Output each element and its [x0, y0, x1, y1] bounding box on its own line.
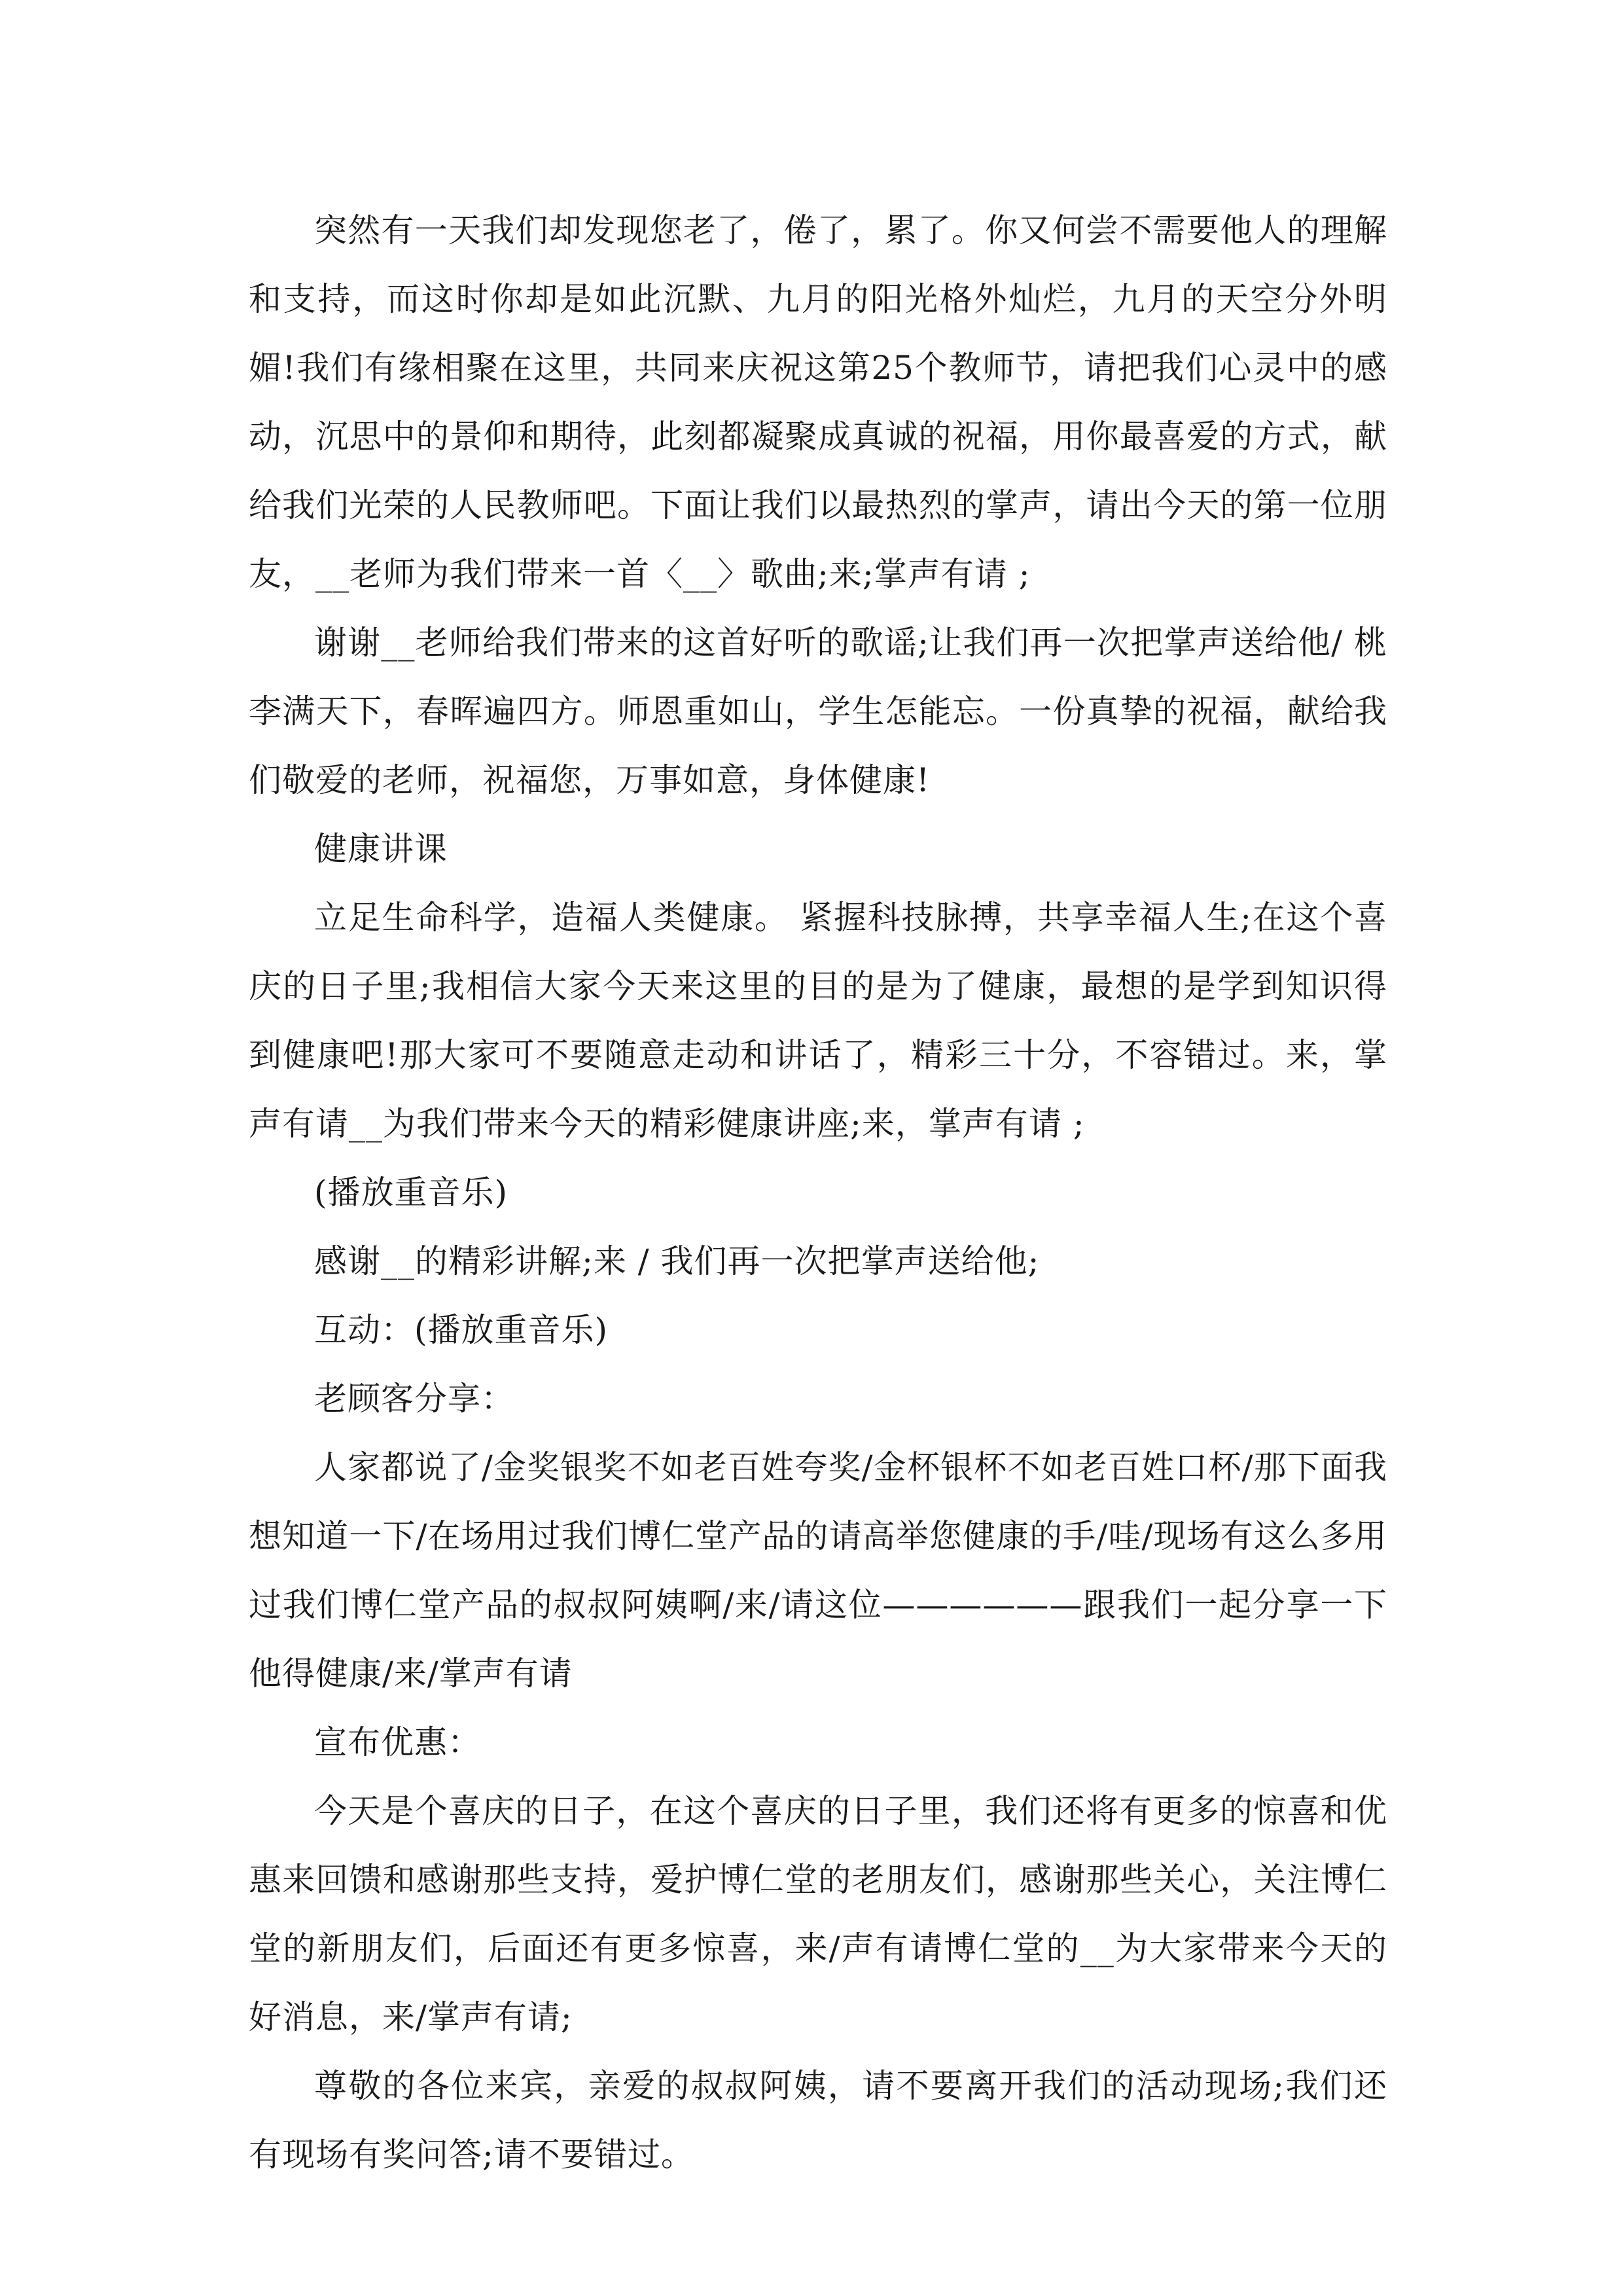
document-body	[249, 196, 1387, 2189]
paragraph-thanks-lecture: 感谢__的精彩讲解;来 / 我们再一次把掌声送给他;	[314, 1242, 1040, 1280]
paragraph-health-lecture-intro: 立足生命科学，造福人类健康。 紧握科技脉搏，共享幸福人生;在这个喜庆的日子里;我相信大家今天来这里的目的是为了健康，最想的是学到知识得到健康吧!那大家可不要随意走动和讲话了，精彩三十分，不容错过。来，掌声有请__为我们带来今天的精彩健康讲座;来，掌声有请 ;	[249, 899, 1387, 1143]
paragraph-teacher-day-intro: 突然有一天我们却发现您老了，倦了，累了。你又何尝不需要他人的理解和支持，而这时你却是如此沉默、九月的阳光格外灿烂，九月的天空分外明媚!我们有缘相聚在这里，共同来庆祝这第25个教师节，请把我们心灵中的感动，沉思中的景仰和期待，此刻都凝聚成真诚的祝福，用你最喜爱的方式，献给我们光荣的人民教师吧。下面让我们以最热烈的掌声，请出今天的第一位朋友，__老师为我们带来一首〈__〉歌曲;来;掌声有请 ;	[249, 211, 1387, 593]
heading-health-lecture: 健康讲课	[314, 830, 448, 868]
heading-customer-sharing: 老顾客分享：	[314, 1380, 514, 1418]
heading-announce-discount: 宣布优惠：	[314, 1723, 481, 1761]
heading-interaction: 互动：(播放重音乐)	[314, 1311, 609, 1349]
stage-direction-music: (播放重音乐)	[314, 1174, 508, 1211]
paragraph-closing: 尊敬的各位来宾，亲爱的叔叔阿姨，请不要离开我们的活动现场;我们还有现场有奖问答;请不要错过。	[249, 2067, 1387, 2174]
paragraph-thanks-teacher: 谢谢__老师给我们带来的这首好听的歌谣;让我们再一次把掌声送给他/ 桃李满天下，春晖遍四方。师恩重如山，学生怎能忘。一份真挚的祝福，献给我们敬爱的老师，祝福您，万事如意，身体健康!	[249, 624, 1387, 799]
paragraph-announce-discount: 今天是个喜庆的日子，在这个喜庆的日子里，我们还将有更多的惊喜和优惠来回馈和感谢那些支持，爱护博仁堂的老朋友们，感谢那些关心，关注博仁堂的新朋友们，后面还有更多惊喜，来/声有请博仁堂的__为大家带来今天的好消息，来/掌声有请;	[249, 1792, 1387, 2036]
paragraph-customer-sharing: 人家都说了/金奖银奖不如老百姓夸奖/金杯银杯不如老百姓口杯/那下面我想知道一下/在场用过我们博仁堂产品的请高举您健康的手/哇/现场有这么多用过我们博仁堂产品的叔叔阿姨啊/来/请这位——————跟我们一起分享一下他得健康/来/掌声有请	[249, 1448, 1387, 1693]
